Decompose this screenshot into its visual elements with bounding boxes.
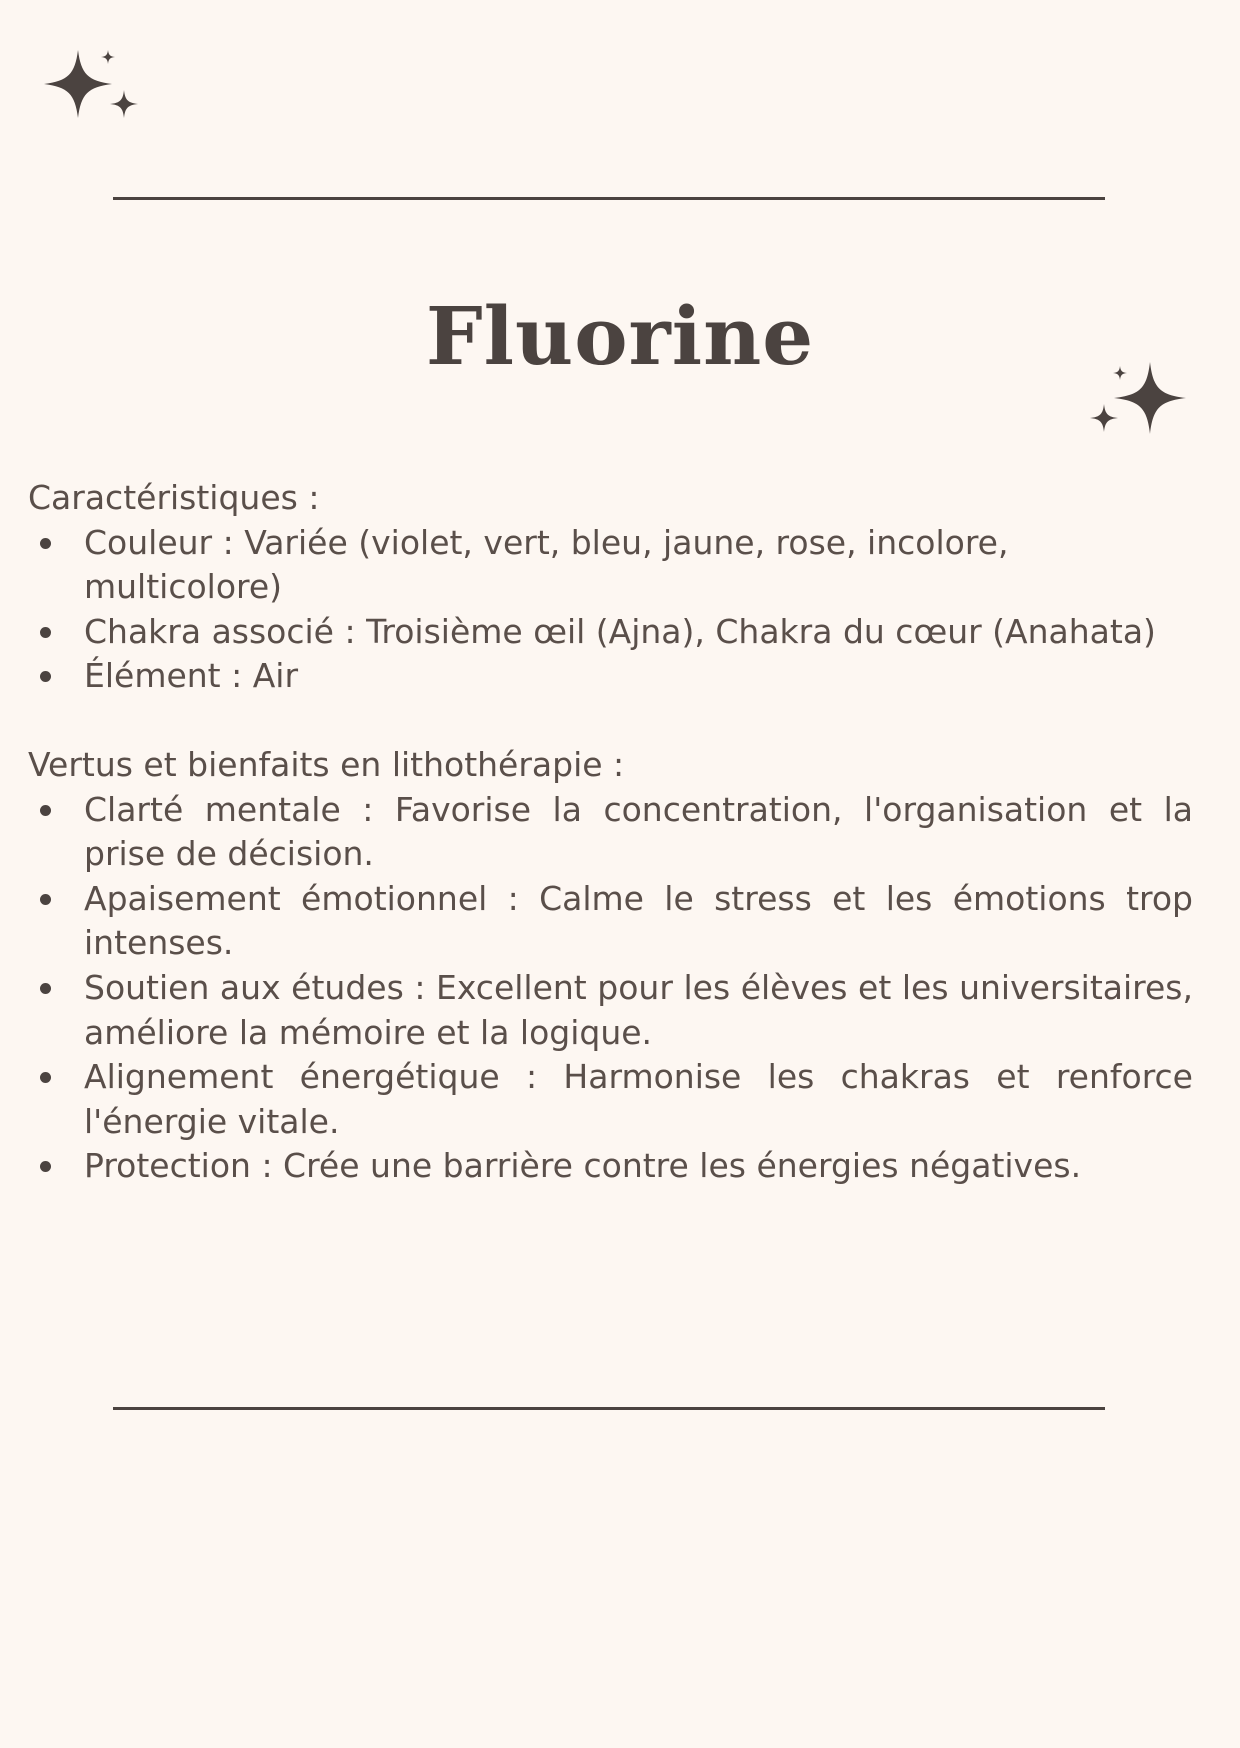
characteristics-list [28, 521, 1193, 699]
list-item-text: Élément : Air [84, 656, 299, 696]
list-item-text: Clarté mentale : Favorise la concentration, l'organisation et la prise de décision. [84, 789, 1193, 874]
list-item-text: Apaisement émotionnel : Calme le stress et les émotions trop intenses. [84, 878, 1193, 963]
bullet-icon [40, 1161, 51, 1172]
sparkles-icon [1084, 360, 1190, 442]
sparkles-icon [38, 44, 144, 126]
virtues-section [28, 743, 1193, 1189]
virtues-list [28, 788, 1193, 1189]
bullet-icon [40, 983, 51, 994]
list-item [28, 654, 1193, 699]
bullet-icon [40, 671, 51, 682]
virtues-heading: Vertus et bienfaits en lithothérapie : [28, 745, 625, 784]
list-item-text: Chakra associé : Troisième œil (Ajna), Chakra du cœur (Anahata) [84, 611, 1156, 651]
bullet-icon [40, 894, 51, 905]
bullet-icon [40, 627, 51, 638]
list-item-text: Protection : Crée une barrière contre les énergies négatives. [84, 1146, 1082, 1186]
characteristics-heading: Caractéristiques : [28, 478, 320, 517]
list-item [28, 521, 1193, 610]
list-item [28, 1055, 1193, 1144]
bullet-icon [40, 538, 51, 549]
list-item [28, 877, 1193, 966]
list-item [28, 1144, 1193, 1189]
list-item-text: Soutien aux études : Excellent pour les élèves et les universitaires, améliore la mémoire et la logique. [84, 967, 1193, 1052]
list-item [28, 788, 1193, 877]
characteristics-section [28, 476, 1193, 699]
list-item [28, 966, 1193, 1055]
bullet-icon [40, 1072, 51, 1083]
bullet-icon [40, 805, 51, 816]
bottom-divider [113, 1407, 1105, 1410]
page-title: Fluorine [425, 289, 815, 383]
top-divider [113, 197, 1105, 200]
list-item-text: Alignement énergétique : Harmonise les chakras et renforce l'énergie vitale. [84, 1057, 1193, 1141]
list-item-text: Couleur : Variée (violet, vert, bleu, jaune, rose, incolore, multicolore) [84, 522, 1009, 607]
list-item [28, 610, 1193, 655]
